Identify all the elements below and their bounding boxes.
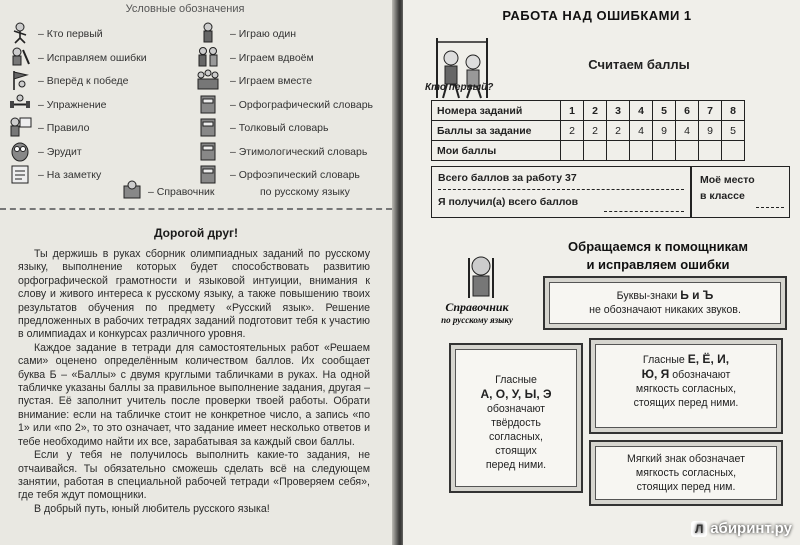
rule-hard-l7: перед ними. [485, 459, 547, 471]
rule-soft-l1: Гласные [642, 354, 685, 366]
legend-label: – Играю один [230, 28, 297, 40]
legend-label: – Исправляем ошибки [38, 51, 147, 64]
task-points: 2 [607, 121, 630, 141]
legend-label: – Этимологический словарь [230, 145, 368, 158]
rule-hard-l4: твёрдость [491, 417, 541, 429]
page-title: РАБОТА НАД ОШИБКАМИ 1 [502, 8, 692, 23]
legend-label: – Вперёд к победе [38, 75, 129, 87]
handbook-label [427, 300, 527, 325]
runner-icon [8, 22, 32, 44]
task-points: 2 [561, 121, 584, 141]
rule-card-signs [543, 276, 787, 330]
total-box [431, 166, 790, 218]
rule-soft-letters1: Е, Ё, И, [687, 352, 730, 366]
task-number: 2 [584, 101, 607, 121]
total-label: Всего баллов за работу 37 [438, 172, 577, 184]
place-label-1: Моё место [700, 174, 755, 186]
legend-handbook-label: – Справочник [148, 186, 215, 198]
task-points: 2 [584, 121, 607, 141]
my-points-cell[interactable] [630, 141, 653, 161]
rule-hard-l6: стоящих [495, 445, 537, 457]
book-icon [196, 140, 220, 162]
watermark-logo: Л [691, 521, 707, 537]
section-divider [0, 208, 392, 210]
letter-body [18, 248, 370, 516]
handbook-label-2: по русскому языку [441, 315, 513, 325]
row-label: Мои баллы [432, 141, 561, 161]
legend-label: – Орфоэпический словарь [230, 169, 360, 181]
my-points-cell[interactable] [653, 141, 676, 161]
rule-soft-l3: мягкость согласных, [635, 383, 737, 395]
rule-signs-post: не обозначают никаких звуков. [589, 304, 741, 316]
task-number: 4 [630, 101, 653, 121]
rule-hard-l5: согласных, [488, 431, 543, 443]
runners-icon [431, 28, 493, 108]
received-label: Я получил(а) всего баллов [438, 196, 579, 208]
teacher-icon [8, 116, 32, 138]
letter-paragraph: Если у тебя не получилось выполнить какие-то задания, не отчаивайся. Ты обязательно сможешь сделать всё на следующем занятии, работая в специальной рабочей тетради «Проверяем себя», где тебя ждут помощники. [18, 449, 370, 502]
rule-signs-letters: Ь и Ъ [680, 288, 714, 302]
task-points: 9 [653, 121, 676, 141]
pencil-icon [8, 46, 32, 68]
rule-soft-l4: стоящих перед ними. [633, 397, 739, 409]
handbook-label-1: Справочник [445, 300, 509, 314]
row-label: Баллы за задание [432, 121, 561, 141]
legend-label: – На заметку [38, 169, 102, 181]
owl-icon [8, 140, 32, 162]
greeting-heading: Дорогой друг! [153, 226, 239, 240]
task-points: 4 [676, 121, 699, 141]
total-vertical-divider [690, 167, 692, 217]
table-row [432, 141, 745, 161]
my-points-cell[interactable] [607, 141, 630, 161]
legend-label: – Эрудит [38, 145, 82, 158]
table-row [432, 121, 745, 141]
score-table [431, 100, 745, 161]
rule-card-soft-sign [589, 440, 783, 506]
rule-hard-l1: Гласные [495, 374, 537, 386]
group-players-icon [196, 69, 220, 91]
dumbbell-icon [8, 93, 32, 115]
legend-label: – Правило [38, 122, 90, 134]
rule-soft-letters2: Ю, Я [641, 367, 670, 381]
legend-label: – Играем вдвоём [230, 51, 314, 64]
score-heading: Считаем баллы [588, 57, 690, 72]
my-points-cell[interactable] [584, 141, 607, 161]
book-icon [196, 163, 220, 185]
task-number: 3 [607, 101, 630, 121]
rule-softsign-l3: стоящих перед ним. [636, 481, 736, 493]
task-number: 7 [699, 101, 722, 121]
site-watermark [691, 520, 792, 537]
note-icon [8, 163, 32, 185]
right-page [403, 0, 800, 545]
total-divider [438, 189, 684, 190]
legend-label: – Толковый словарь [230, 122, 329, 134]
helpers-heading [523, 238, 793, 274]
legend-label: – Упражнение [38, 98, 107, 111]
book-icon [196, 93, 220, 115]
my-points-cell[interactable] [699, 141, 722, 161]
class-place [700, 172, 755, 204]
rule-card-soft-vowels [589, 338, 783, 434]
letter-paragraph: Каждое задание в тетради для самостоятельных работ «Решаем сами» оценено определённым количеством баллов. Их сообщает буква Б – «Баллы» с двумя круглыми табличками в руках. На одной табличке указаны баллы за правильное выполнение задания, другая – пустая. Её заполнит учитель после проверки твоей работы. Обрати внимание: если на табличке стоит не конкретное число, а запись «по 1» или «по 2», то это означает, что задание имеет несколько ответов и тебе необходимо найти их все, зарабатывая за каждый свои баллы. [18, 341, 370, 448]
watermark-text: абиринт.ру [710, 519, 792, 537]
task-number: 6 [676, 101, 699, 121]
handbook-icon [120, 180, 144, 202]
rule-softsign-l2: мягкость согласных, [635, 467, 737, 479]
task-number: 8 [722, 101, 745, 121]
legend-label: – Кто первый [38, 28, 103, 40]
rule-hard-letters: А, О, У, Ы, Э [480, 387, 552, 401]
rule-softsign-l1: Мягкий знак обозначает [627, 453, 745, 465]
rule-hard-l3: обозначают [486, 403, 546, 415]
two-players-icon [196, 46, 220, 68]
who-first-label: Кто первый? [425, 82, 494, 93]
place-blank[interactable] [756, 207, 784, 208]
one-player-icon [196, 22, 220, 44]
flag-icon [8, 69, 32, 91]
task-number: 1 [561, 101, 584, 121]
legend-label: – Играем вместе [230, 75, 313, 87]
my-points-cell[interactable] [561, 141, 584, 161]
helpers-title-1: Обращаемся к помощникам [568, 239, 748, 254]
my-points-cell[interactable] [676, 141, 699, 161]
helpers-title-2: и исправляем ошибки [586, 257, 730, 272]
task-points: 5 [722, 121, 745, 141]
task-points: 9 [699, 121, 722, 141]
row-label: Номера заданий [432, 101, 561, 121]
legend-handbook-label2: по русскому языку [260, 186, 350, 198]
task-points: 4 [630, 121, 653, 141]
rule-signs-pre: Буквы-знаки [616, 290, 678, 302]
rule-card-hard-vowels [449, 343, 583, 493]
table-row [432, 101, 745, 121]
left-page [0, 0, 397, 545]
rule-soft-l2b: обозначают [672, 369, 731, 381]
my-points-cell[interactable] [722, 141, 745, 161]
letter-paragraph: В добрый путь, юный любитель русского языка! [34, 502, 270, 515]
book-icon [196, 116, 220, 138]
letter-paragraph: Ты держишь в руках сборник олимпиадных заданий по русскому языку, выполнение которых будет способствовать развитию орфографической грамотности и языковой интуиции, внимания к слову и живого интереса к русскому языку, а также повышению твоих результатов обучения по предмету «Русский язык». Решение предложенных в рабочих тетрадях заданий подготовит тебя к участию в олимпиадах и конкурсах различного уровня. [18, 248, 370, 341]
received-blank[interactable] [604, 211, 684, 212]
legend-title: Условные обозначения [125, 3, 245, 15]
legend-label: – Орфографический словарь [230, 98, 374, 111]
task-number: 5 [653, 101, 676, 121]
place-label-2: в классе [700, 190, 745, 202]
